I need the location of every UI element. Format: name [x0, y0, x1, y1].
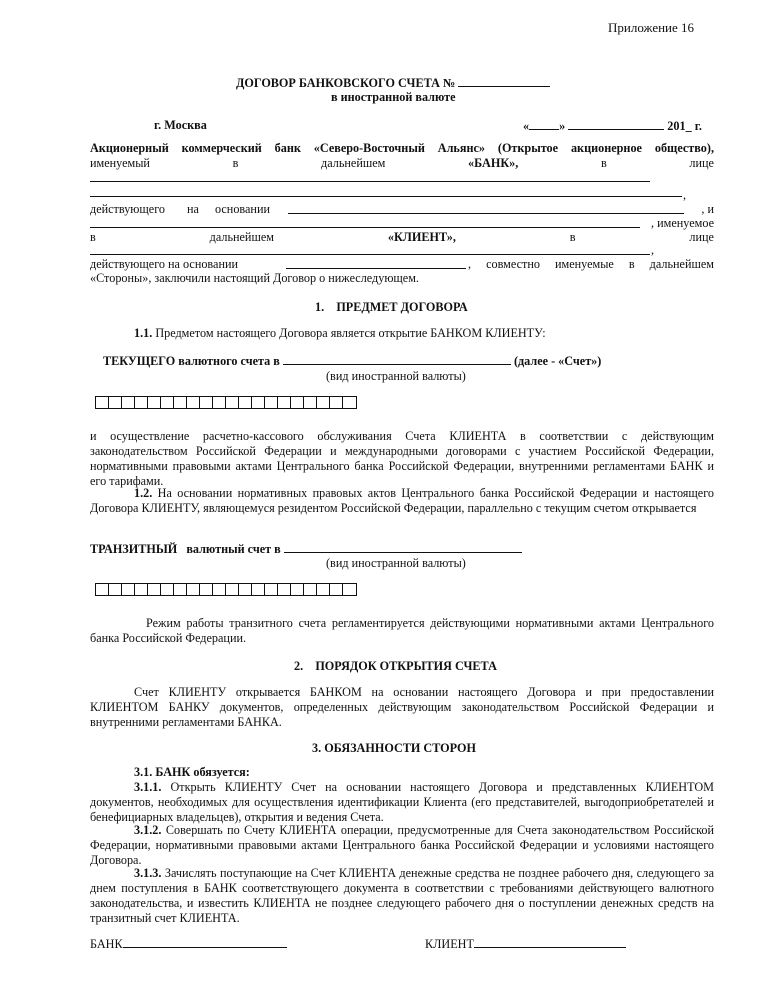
word-in-4: в: [569, 230, 576, 244]
word-named: именуемый: [90, 156, 150, 170]
current-account-suffix: (далее - «Счет»): [513, 354, 602, 368]
date-day-field[interactable]: [529, 118, 559, 130]
clause-1-1-text: Предметом настоящего Договора является открытие БАНКОМ КЛИЕНТУ:: [155, 326, 546, 340]
section-2-title: ПОРЯДОК ОТКРЫТИЯ СЧЕТА: [315, 659, 497, 673]
contract-title: [236, 75, 550, 91]
clause-3-1-1-text: Открыть КЛИЕНТУ Счет на основании настоящего Договора и представленных КЛИЕНТОМ документов, необходимых для осуществления идентификации Клиента (его представителей, выгодоприобретателей и бенефициарных владельцев), открытия и ведения Счета.: [90, 780, 714, 824]
currency-caption-2: (вид иностранной валюты): [326, 556, 466, 570]
clause-3-1-3-number: 3.1.3.: [134, 866, 162, 880]
word-on: на: [187, 202, 199, 216]
bank-representative-field-2[interactable]: [90, 196, 682, 197]
transit-account-number-boxes[interactable]: [95, 583, 357, 596]
bank-signature: [90, 936, 287, 952]
clause-3-1-2: [90, 823, 714, 868]
bank-acting-line: [90, 202, 714, 217]
word-and: , и: [701, 202, 714, 216]
preamble-bank-named: [90, 156, 714, 171]
transit-currency-field[interactable]: [284, 541, 522, 553]
parties-text: «Стороны», заключили настоящий Договор о нижеследующем.: [90, 271, 419, 285]
bank-representative-field[interactable]: [90, 181, 650, 182]
client-name-line: [90, 216, 714, 231]
comma-2: ,: [651, 243, 655, 257]
client-signature-label: КЛИЕНТ: [425, 937, 474, 951]
appendix-label: Приложение 16: [608, 20, 695, 35]
section-2-number: 2.: [294, 659, 304, 673]
word-in: в: [232, 156, 239, 170]
transit-account-label-2: валютный счет в: [186, 542, 281, 556]
client-acting-line: [90, 257, 714, 272]
word-acting: действующего: [90, 202, 165, 216]
bank-basis-field[interactable]: [288, 213, 684, 214]
clause-3-1-2-number: 3.1.2.: [134, 823, 162, 837]
clause-1-1: [134, 326, 546, 341]
clause-3-1: 3.1. БАНК обязуется:: [134, 765, 250, 779]
word-bank: «БАНК»,: [468, 156, 519, 170]
date-close-quote: »: [559, 119, 566, 133]
client-signature-field[interactable]: [474, 936, 626, 948]
current-account-number-boxes[interactable]: [95, 396, 357, 409]
city: г. Москва: [154, 118, 207, 132]
clause-1-1-continuation: и осуществление расчетно-кассового обслуживания Счета КЛИЕНТА в соответствии с действующим законодательством Российской Федерации и международными договорами с участием Российской Федерации, нормативными правовыми актами Центрального банка Российской Федерации, внутренними регламентами БАНК и его тарифами.: [90, 429, 714, 488]
clause-3-1-1: [90, 780, 714, 825]
section-2-text: Счет КЛИЕНТУ открывается БАНКОМ на основании настоящего Договора и при предоставлении КЛИЕНТОМ БАНКУ документов, определенных действующим законодательством Российской Федерации и внутренними регламентами БАНКА.: [90, 685, 714, 729]
client-acting-text: действующего на основании: [90, 257, 239, 271]
clause-3-1-2-text: Совершать по Счету КЛИЕНТА операции, предусмотренные для Счета законодательством Российской Федерации, нормативными правовыми актами Центрального банка Российской Федерации и условиями настоящего Договора.: [90, 823, 714, 867]
bank-signature-field[interactable]: [123, 936, 287, 948]
section-1-heading: [315, 300, 468, 315]
clause-1-1-number: 1.1.: [134, 326, 153, 340]
clause-3-1-3-text: Зачислять поступающие на Счет КЛИЕНТА денежные средства не позднее рабочего дня, следующего за днем поступления в БАНК соответствующего документа в соответствии с требованиями действующего валютного законодательства, и известить КЛИЕНТА не позднее следующего рабочего дня о поступлении денежных средств на транзитный счет КЛИЕНТА.: [90, 866, 714, 925]
contract-title-text: ДОГОВОР БАНКОВСКОГО СЧЕТА №: [236, 76, 456, 90]
word-person: лице: [689, 156, 714, 170]
client-signature: [425, 936, 626, 952]
clause-3-1-3: [90, 866, 714, 926]
word-person-2: лице: [689, 230, 714, 244]
client-basis-field[interactable]: [286, 268, 466, 269]
preamble-client-named: [90, 230, 714, 245]
section-1-number: 1.: [315, 300, 325, 314]
current-account-label: ТЕКУЩЕГО валютного счета в: [103, 354, 280, 368]
clause-3-1-1-number: 3.1.1.: [134, 780, 162, 794]
section-1-title: ПРЕДМЕТ ДОГОВОРА: [336, 300, 468, 314]
transit-account-label: ТРАНЗИТНЫЙ: [90, 542, 178, 556]
contract-number-field[interactable]: [458, 75, 550, 87]
word-in-2: в: [600, 156, 607, 170]
word-further-2: дальнейшем: [209, 230, 274, 244]
word-further: дальнейшем: [321, 156, 386, 170]
word-client: «КЛИЕНТ»,: [387, 230, 456, 244]
section-3-heading: 3. ОБЯЗАННОСТИ СТОРОН: [312, 741, 476, 755]
client-representative-field[interactable]: [90, 254, 650, 255]
clause-1-2: [90, 486, 714, 516]
date-open-quote: «: [523, 119, 530, 133]
clause-1-2-number: 1.2.: [134, 486, 153, 500]
date-month-field[interactable]: [568, 118, 664, 130]
word-in-3: в: [90, 230, 96, 244]
currency-caption: (вид иностранной валюты): [326, 369, 466, 383]
contract-subtitle: в иностранной валюте: [331, 90, 456, 104]
contract-date: [523, 118, 702, 134]
client-name-field[interactable]: [90, 227, 640, 228]
transit-regime-text: Режим работы транзитного счета регламентируется действующими нормативными актами Центрального банка Российской Федерации.: [90, 616, 714, 645]
current-account-line: [103, 353, 601, 369]
clause-1-2-text: На основании нормативных правовых актов Центрального банка Российской Федерации и настоящего Договора КЛИЕНТУ, являющемуся резидентом Российской Федерации, параллельно с текущим счетом открывается: [90, 486, 715, 515]
word-named-neutral: , именуемое: [651, 216, 714, 230]
date-year: 201_ г.: [667, 119, 702, 133]
jointly-text: , совместно именуемые в дальнейшем: [468, 257, 714, 271]
current-currency-field[interactable]: [283, 353, 511, 365]
section-2-heading: [294, 659, 497, 674]
bank-signature-label: БАНК: [90, 937, 123, 951]
comma: ,: [683, 188, 687, 202]
word-basis: основании: [215, 202, 270, 216]
preamble-bank-name: Акционерный коммерческий банк «Северо-Восточный Альянс» (Открытое акционерное общество),: [90, 141, 714, 155]
transit-account-line: [90, 541, 522, 557]
